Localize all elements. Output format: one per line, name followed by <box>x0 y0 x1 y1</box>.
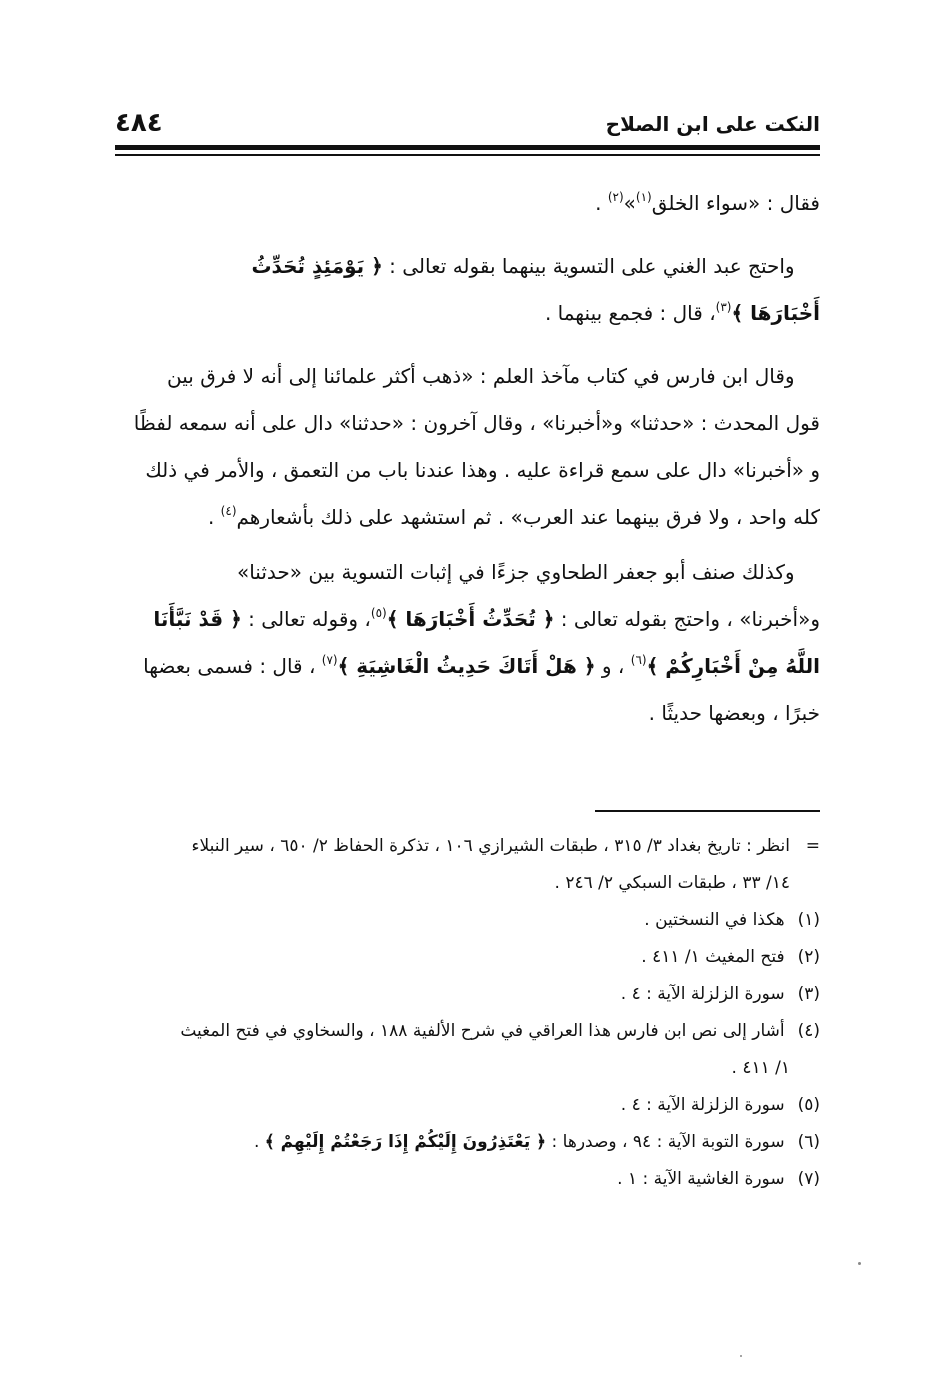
paragraph-3 <box>112 353 820 541</box>
quran-verse: أَخْبَارَهَا ﴾ <box>731 301 820 325</box>
footnote-ref: (٤) <box>220 504 237 518</box>
quran-verse: ﴿ يَوْمَئِذٍ تُحَدِّثُ <box>251 254 383 278</box>
footnote-ref: (٦) <box>630 653 647 667</box>
text-line: وقال ابن فارس في كتاب مآخذ العلم : «ذهب أكثر علمائنا إلى أنه لا فرق بين <box>167 364 795 388</box>
running-title: النكت على ابن الصلاح <box>605 112 820 136</box>
footnote-item: (١) هكذا في النسختين . <box>112 902 820 939</box>
footnote-continuation: ١٤/ ٣٣ ، طبقات السبكي ٢/ ٢٤٦ . <box>554 873 790 893</box>
text-line: أَخْبَارَهَا ﴾$^{(٣)}$، قال : فجمع بينهما . <box>544 300 820 325</box>
header-rule-thick <box>115 145 820 150</box>
text-line: اللَّهُ مِنْ أَخْبَارِكُمْ ﴾$^{(٦)}$ ، و ﴿ هَلْ أَتَاكَ حَدِيثُ الْغَاشِيَةِ ﴾$^{(٧)}$ ، قال : فسمى بعضها <box>143 653 820 678</box>
footnote-number: (٤) <box>797 1021 820 1041</box>
paragraph-2 <box>112 243 820 337</box>
footnote-number: (٦) <box>797 1132 820 1152</box>
text-line: واحتج عبد الغني على التسوية بينهما بقوله تعالى : ﴿ يَوْمَئِذٍ تُحَدِّثُ <box>251 254 795 278</box>
scan-speck <box>858 1262 861 1265</box>
text-line: كله واحد ، ولا فرق بينهما عند العرب» . ثم استشهد على ذلك بأشعارهم$^{(٤)}$ . <box>207 504 820 529</box>
footnote-item: (٣) سورة الزلزلة الآية : ٤ . <box>112 976 820 1013</box>
footnote-number: (٧) <box>797 1169 820 1189</box>
footnote-number: (٣) <box>797 984 820 1004</box>
footnote-number: (١) <box>797 910 820 930</box>
quran-verse: ﴿ قَدْ نَبَّأَنَا <box>153 607 242 631</box>
footnote-number: (٢) <box>797 947 820 967</box>
running-header <box>115 108 820 142</box>
footnote-item: (٤) أشار إلى نص ابن فارس هذا العراقي في شرح الألفية ١٨٨ ، والسخاوي في فتح المغيث <box>112 1013 820 1050</box>
footnote-ref: (٧) <box>321 653 338 667</box>
footnotes <box>112 828 820 1198</box>
paragraph-1 <box>112 180 820 227</box>
text-line: قول المحدث : «حدثنا» و«أخبرنا» ، وقال آخرون : «حدثنا» دال على أنه سمعه لفظًا <box>133 411 820 435</box>
footnote-ref: (٥) <box>370 606 387 620</box>
footnote-item-continuation: ١/ ٤١١ . <box>731 1058 790 1078</box>
footnote-item: (٥) سورة الزلزلة الآية : ٤ . <box>112 1087 820 1124</box>
footnote-ref: (٢) <box>607 190 624 204</box>
header-rule-thin <box>115 154 820 156</box>
quran-verse: ﴿ تُحَدِّثُ أَخْبَارَهَا ﴾ <box>386 607 555 631</box>
footnote-item: (٢) فتح المغيث ١/ ٤١١ . <box>112 939 820 976</box>
footnote-ref: (٣) <box>715 300 732 314</box>
footnote-number: (٥) <box>797 1095 820 1115</box>
main-text <box>112 180 820 737</box>
quran-verse: ﴿ يَعْتَذِرُونَ إِلَيْكُمْ إِذَا رَجَعْتُمْ إِلَيْهِمْ ﴾ <box>264 1132 547 1152</box>
footnote-item: (٧) سورة الغاشية الآية : ١ . <box>112 1161 820 1198</box>
continuation-marker: = <box>805 836 820 856</box>
text-line: و«أخبرنا» ، واحتج بقوله تعالى : ﴿ تُحَدِّثُ أَخْبَارَهَا ﴾$^{(٥)}$، وقوله تعالى : ﴿ قَدْ نَبَّأَنَا <box>153 606 820 631</box>
scan-speck <box>740 1355 742 1357</box>
paragraph-4 <box>112 549 820 737</box>
page-number: ٤٨٤ <box>115 108 163 138</box>
quran-verse: ﴿ هَلْ أَتَاكَ حَدِيثُ الْغَاشِيَةِ ﴾ <box>337 654 596 678</box>
footnote-ref: (١) <box>635 190 652 204</box>
text-line: و «أخبرنا» دال على سمع قراءة عليه . وهذا عندنا باب من التعمق ، والأمر في ذلك <box>145 458 820 482</box>
text-line: وكذلك صنف أبو جعفر الطحاوي جزءًا في إثبات التسوية بين «حدثنا» <box>236 560 795 584</box>
text-line: فقال : «سواء الخلق$^{(١)}$»$^{(٢)}$ . <box>595 190 820 215</box>
quran-verse: اللَّهُ مِنْ أَخْبَارِكُمْ ﴾ <box>646 654 820 678</box>
footnote-item: (٦) سورة التوبة الآية : ٩٤ ، وصدرها : ﴿ يَعْتَذِرُونَ إِلَيْكُمْ إِذَا رَجَعْتُمْ إِلَيْهِمْ ﴾ . <box>112 1124 820 1161</box>
footnote-separator <box>595 810 820 812</box>
text-line: خبرًا ، وبعضها حديثًا . <box>648 701 820 725</box>
footnote-continuation: =انظر : تاريخ بغداد ٣/ ٣١٥ ، طبقات الشيرازي ١٠٦ ، تذكرة الحفاظ ٢/ ٦٥٠ ، سير النبلاء <box>112 828 820 865</box>
